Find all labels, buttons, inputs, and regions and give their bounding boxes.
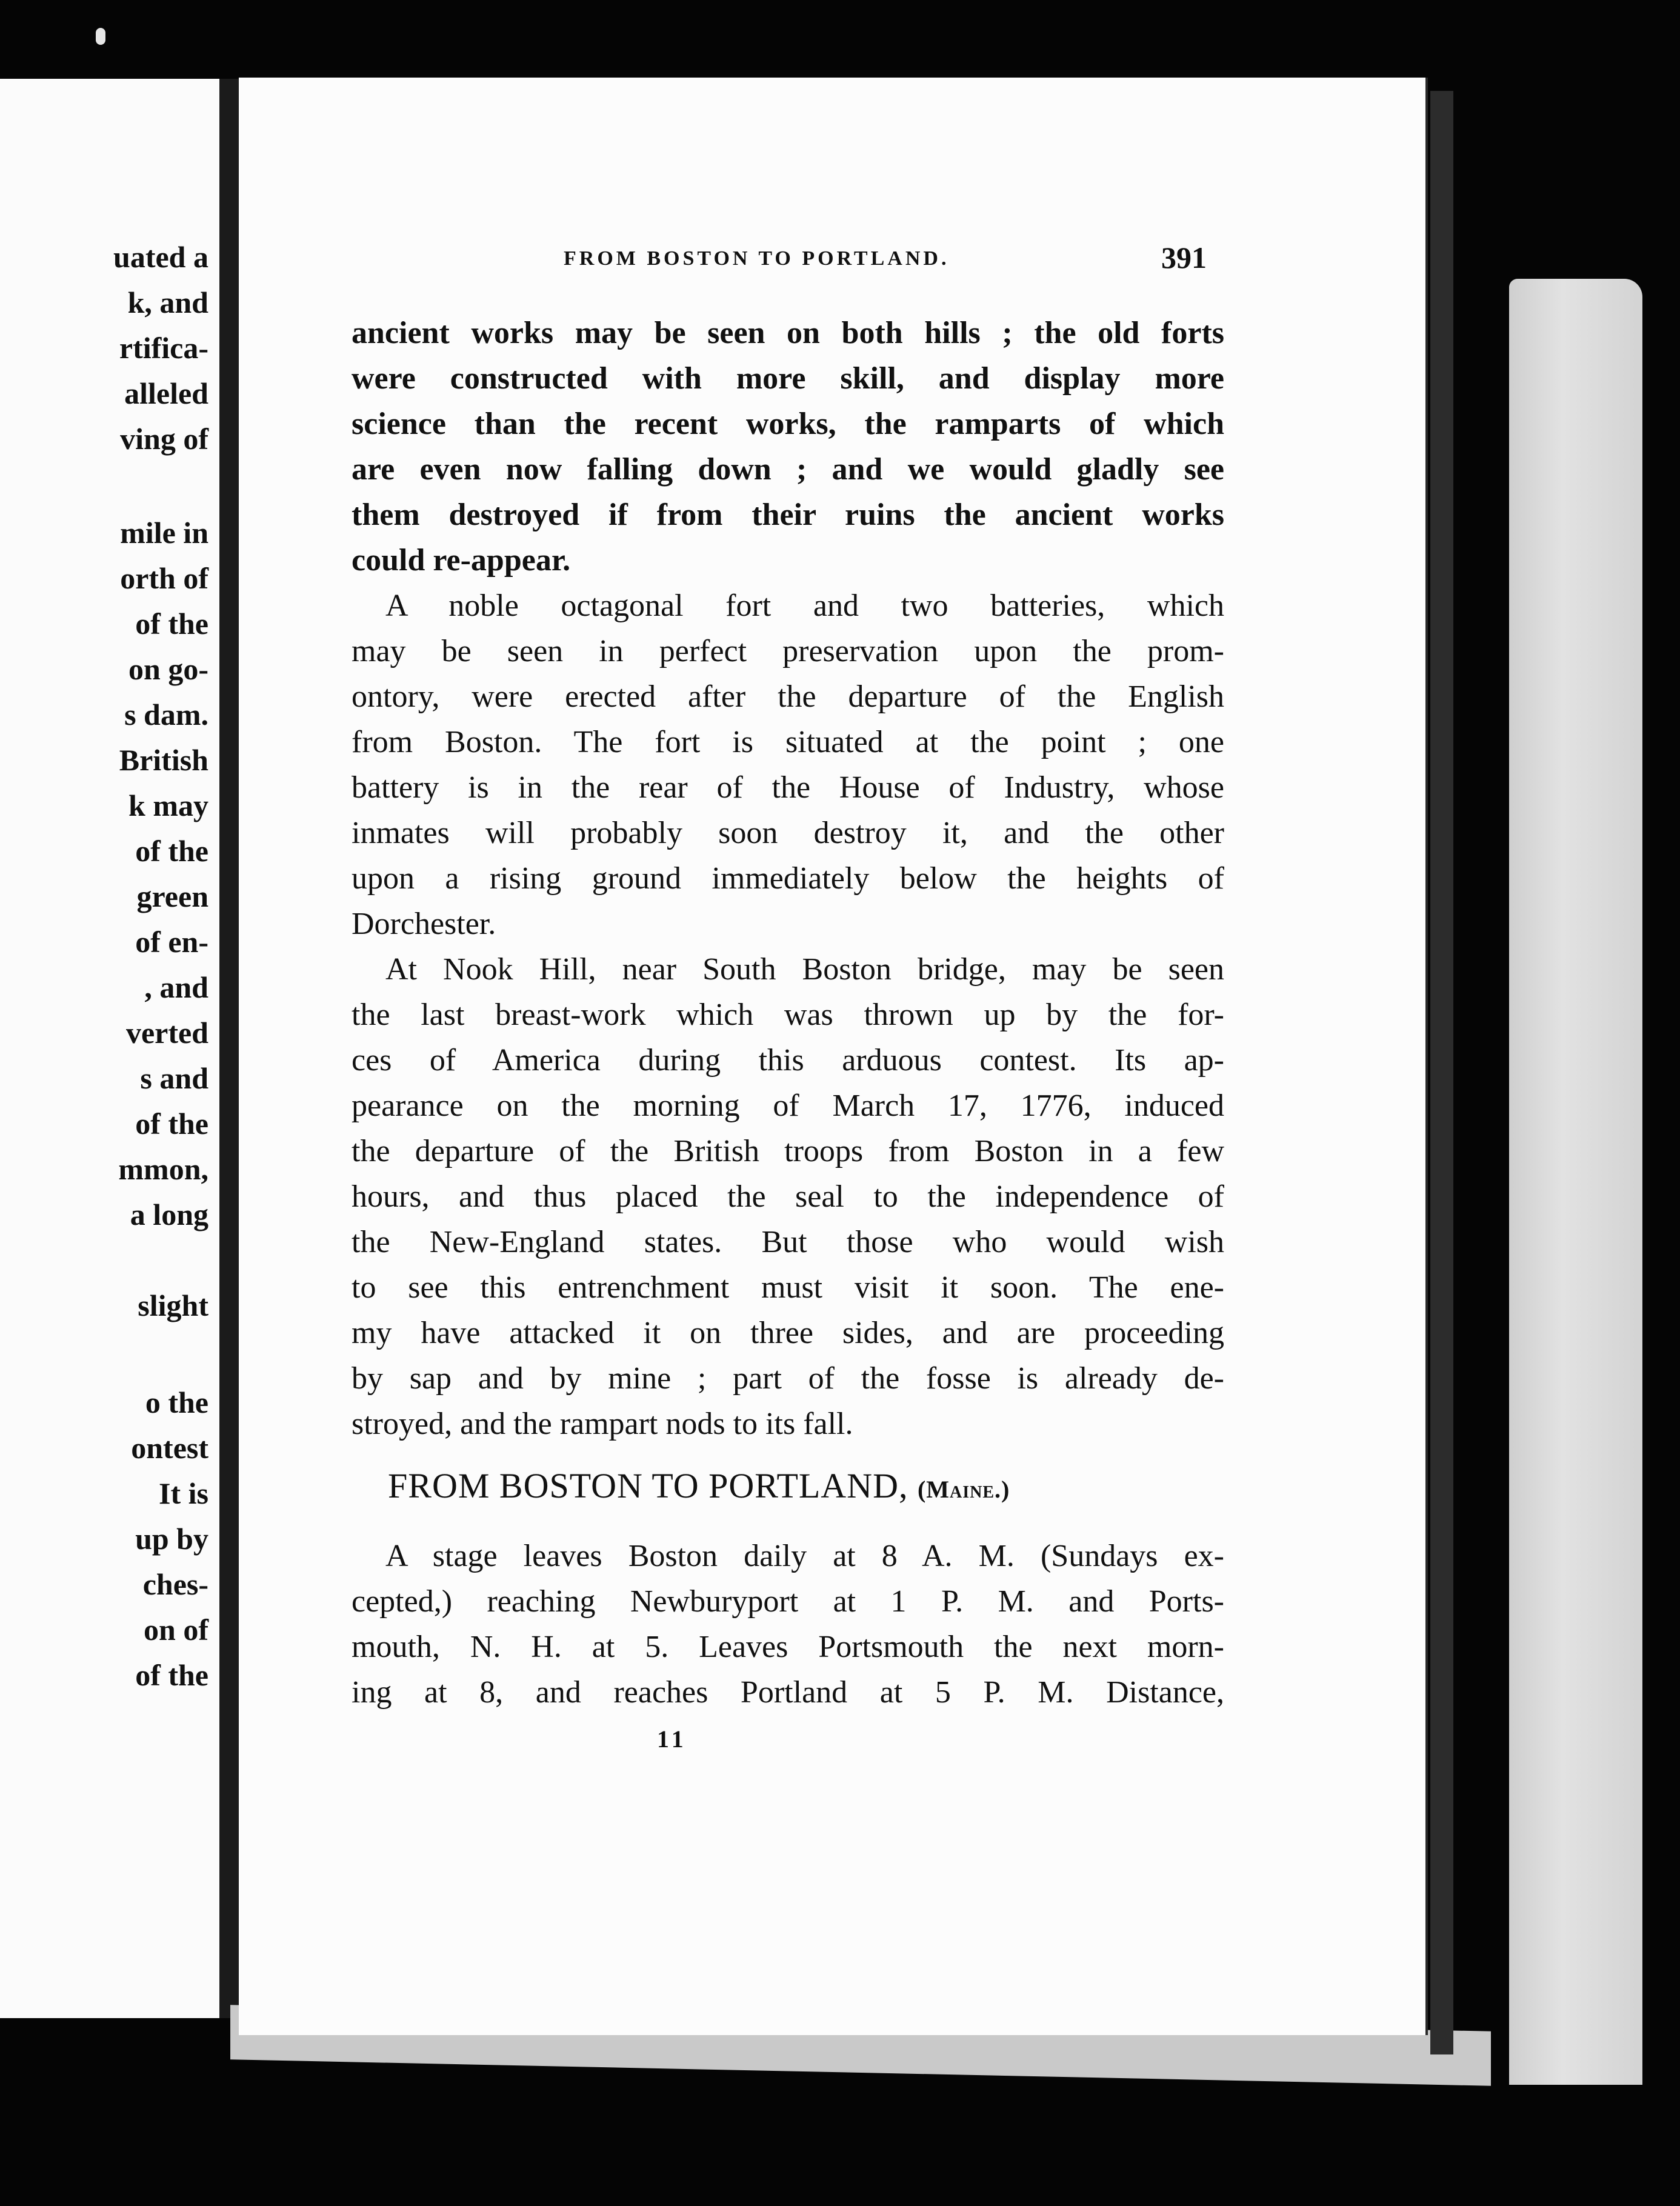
page-number: 391: [1161, 241, 1207, 275]
left-page-fragment: ches-: [142, 1567, 208, 1601]
section-line: mouth, N. H. at 5. Leaves Portsmouth the next morn-: [352, 1630, 1224, 1664]
body-line: battery is in the rear of the House of Industry, whose: [352, 770, 1224, 805]
left-page-fragment: of the: [135, 1107, 208, 1141]
section-line: ing at 8, and reaches Portland at 5 P. M. Distance,: [352, 1675, 1224, 1710]
body-line: At Nook Hill, near South Boston bridge, may be seen: [385, 952, 1224, 987]
body-line: by sap and by mine ; part of the fosse is already de-: [352, 1361, 1224, 1396]
body-line: science than the recent works, the ramparts of which: [352, 407, 1224, 441]
left-page-fragment: k, and: [127, 285, 208, 319]
page-edge: [1430, 91, 1453, 2054]
left-page-fragment: on of: [144, 1613, 208, 1647]
specks: [96, 28, 105, 45]
body-line: them destroyed if from their ruins the ancient works: [352, 498, 1224, 532]
left-page-fragment: s and: [140, 1061, 208, 1095]
section-line: cepted,) reaching Newburyport at 1 P. M. and Ports-: [352, 1584, 1224, 1619]
body-line: upon a rising ground immediately below the heights of: [352, 861, 1224, 896]
body-line: stroyed, and the rampart nods to its fall.: [352, 1407, 853, 1441]
body-line: were constructed with more skill, and display more: [352, 361, 1224, 396]
left-page-fragment: , and: [144, 970, 208, 1004]
body-line: may be seen in perfect preservation upon the prom-: [352, 634, 1224, 668]
signature-mark: 11: [657, 1725, 687, 1753]
body-line: the departure of the British troops from Boston in a few: [352, 1134, 1224, 1168]
body-line: ancient works may be seen on both hills ; the old forts: [352, 316, 1224, 350]
body-line: pearance on the morning of March 17, 1776, induced: [352, 1088, 1224, 1123]
body-line: hours, and thus placed the seal to the independence of: [352, 1179, 1224, 1214]
left-page-fragment: up by: [135, 1522, 208, 1556]
body-line: ces of America during this arduous contest. Its ap-: [352, 1043, 1224, 1078]
body-line: are even now falling down ; and we would gladly see: [352, 452, 1224, 487]
left-page-fragment: alleled: [124, 376, 208, 410]
left-page-fragment: orth of: [120, 561, 208, 595]
body-line: Dorchester.: [352, 907, 496, 941]
left-page-fragment: uated a: [113, 240, 208, 274]
section-heading-state: (Maine.): [917, 1476, 1010, 1503]
left-page-fragment: slight: [138, 1288, 208, 1322]
running-head: FROM BOSTON TO PORTLAND.: [564, 247, 950, 270]
left-page-fragment: It is: [159, 1476, 208, 1510]
left-page-fragment: a long: [130, 1198, 208, 1231]
left-page-fragment: k may: [128, 788, 208, 822]
left-page-fragment: rtifica-: [119, 331, 208, 365]
body-line: A noble octagonal fort and two batteries, which: [385, 588, 1224, 623]
section-line: A stage leaves Boston daily at 8 A. M. (Sundays ex-: [385, 1539, 1224, 1573]
section-heading-text: FROM BOSTON TO PORTLAND,: [388, 1466, 908, 1505]
left-page-fragment: of en-: [135, 925, 208, 959]
body-line: could re-appear.: [352, 543, 571, 578]
left-page-fragment: o the: [145, 1385, 208, 1419]
left-page-fragment: green: [136, 879, 208, 913]
body-line: the New-England states. But those who would wish: [352, 1225, 1224, 1259]
left-page-fragment: of the: [135, 607, 208, 641]
body-line: inmates will probably soon destroy it, and the other: [352, 816, 1224, 850]
left-page-fragment: of the: [135, 1658, 208, 1692]
left-page-fragment: s dam.: [124, 698, 208, 731]
left-page-fragment: on go-: [128, 652, 208, 686]
body-line: the last breast-work which was thrown up by the for-: [352, 998, 1224, 1032]
left-page-fragment: verted: [125, 1016, 208, 1050]
body-line: from Boston. The fort is situated at the point ; one: [352, 725, 1224, 759]
left-page-fragment: British: [119, 743, 208, 777]
body-line: to see this entrenchment must visit it soon. The ene-: [352, 1270, 1224, 1305]
left-page-fragment: mile in: [120, 516, 208, 550]
book-cover-edge: [1509, 279, 1642, 2085]
left-page: [0, 79, 223, 2018]
section-heading: [388, 1465, 1224, 1506]
body-line: my have attacked it on three sides, and are proceeding: [352, 1316, 1224, 1350]
book-gutter: [219, 79, 239, 2018]
body-line: ontory, were erected after the departure of the English: [352, 679, 1224, 714]
left-page-fragment: ving of: [120, 422, 208, 456]
left-page-fragment: of the: [135, 834, 208, 868]
left-page-fragment: ontest: [131, 1431, 208, 1465]
left-page-fragment: mmon,: [118, 1152, 208, 1186]
